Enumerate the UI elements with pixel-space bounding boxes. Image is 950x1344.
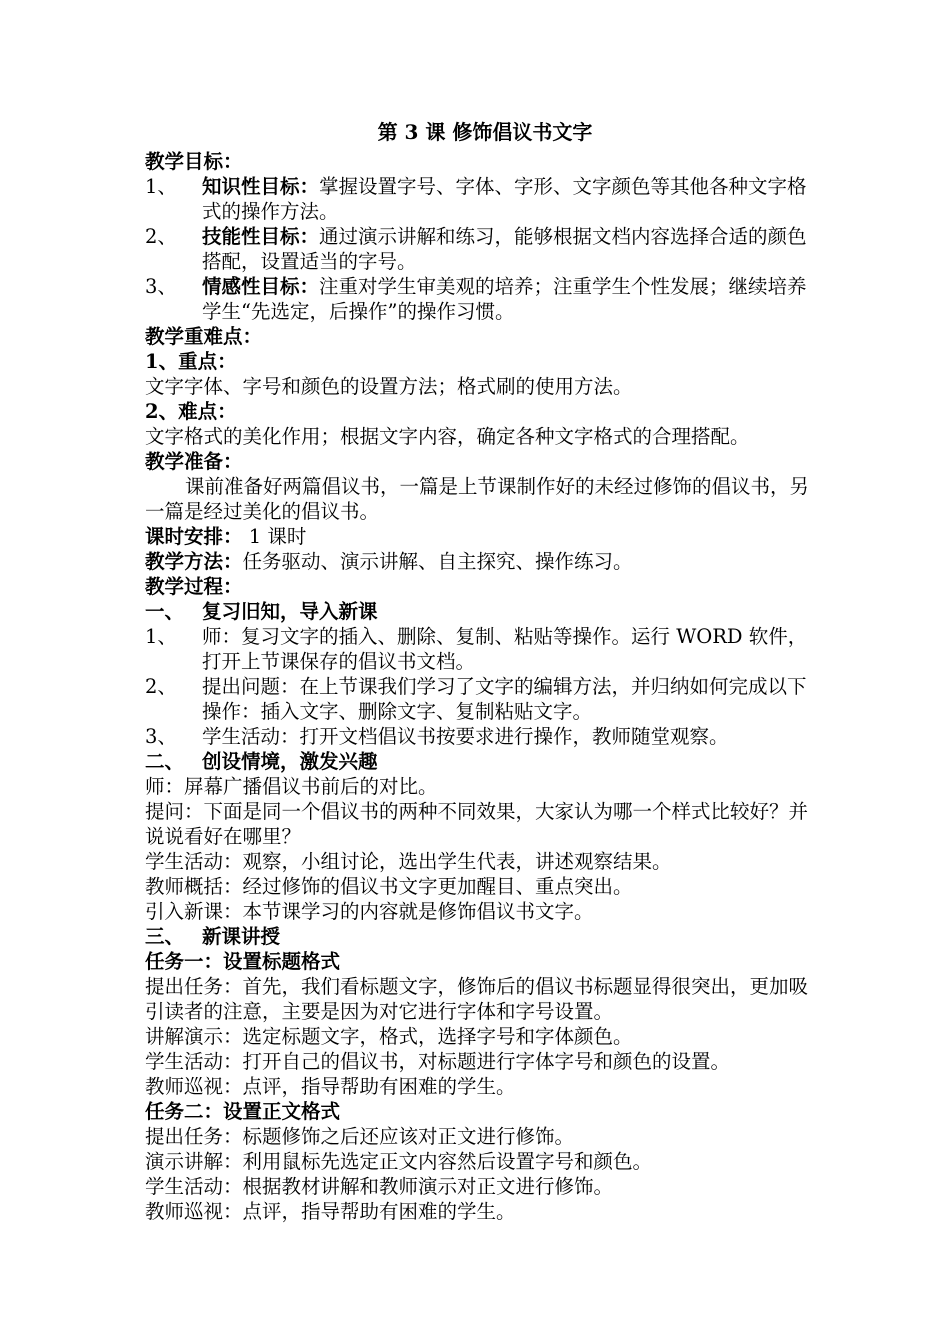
paragraph-line: 教师巡视：点评，指导帮助有困难的学生。 (145, 1200, 516, 1223)
prep-heading: 教学准备： (145, 450, 243, 473)
difficulty-text: 文字格式的美化作用；根据文字内容，确定各种文字格式的合理搭配。 (145, 425, 750, 448)
paragraph-line: 提问：下面是同一个倡议书的两种不同效果，大家认为哪一个样式比较好？并说说看好在哪里？ (145, 800, 809, 848)
task-heading: 任务二：设置正文格式 (145, 1100, 341, 1123)
section-heading: 二、 创设情境，激发兴趣 (145, 750, 378, 773)
document-page (145, 120, 825, 1224)
section-heading: 三、 新课讲授 (145, 925, 281, 948)
keypoints-heading: 教学重难点： (145, 325, 263, 348)
paragraph-line: 演示讲解：利用鼠标先选定正文内容然后设置字号和颜色。 (145, 1150, 653, 1173)
paragraph-line: 师：屏幕广播倡议书前后的对比。 (145, 775, 438, 798)
process-item: 1、 师：复习文字的插入、删除、复制、粘贴等操作。运行 WORD 软件，打开上节课保存的倡议书文档。 (145, 625, 808, 673)
focus-text: 文字字体、字号和颜色的设置方法；格式刷的使用方法。 (145, 375, 633, 398)
paragraph-line: 引入新课：本节课学习的内容就是修饰倡议书文字。 (145, 900, 594, 923)
process-item: 2、 提出问题：在上节课我们学习了文字的编辑方法，并归纳如何完成以下操作：插入文字、删除文字、复制粘贴文字。 (145, 675, 807, 723)
difficulty-label: 2、难点： (145, 400, 237, 423)
goal-item: 1、 知识性目标：掌握设置字号、字体、字形、文字颜色等其他各种文字格式的操作方法。 (145, 175, 807, 223)
process-item: 3、 学生活动：打开文档倡议书按要求进行操作，教师随堂观察。 (145, 725, 729, 748)
paragraph-line: 教师概括：经过修饰的倡议书文字更加醒目、重点突出。 (145, 875, 633, 898)
paragraph-line: 提出任务：标题修饰之后还应该对正文进行修饰。 (145, 1125, 575, 1148)
process-heading: 教学过程： (145, 575, 243, 598)
paragraph-line: 讲解演示：选定标题文字，格式，选择字号和字体颜色。 (145, 1025, 633, 1048)
paragraph-line: 学生活动：根据教材讲解和教师演示对正文进行修饰。 (145, 1175, 614, 1198)
paragraph-line: 教师巡视：点评，指导帮助有困难的学生。 (145, 1075, 516, 1098)
paragraph-line: 学生活动：观察，小组讨论，选出学生代表，讲述观察结果。 (145, 850, 672, 873)
prep-text: 课前准备好两篇倡议书，一篇是上节课制作好的未经过修饰的倡议书，另一篇是经过美化的倡议书。 (145, 475, 810, 523)
method-line: 教学方法：任务驱动、演示讲解、自主探究、操作练习。 (145, 550, 633, 573)
goal-item: 2、 技能性目标：通过演示讲解和练习，能够根据文档内容选择合适的颜色搭配，设置适当的字号。 (145, 225, 807, 273)
schedule-line: 课时安排： 1 课时 (145, 525, 307, 548)
goals-heading: 教学目标： (145, 150, 243, 173)
paragraph-line: 提出任务：首先，我们看标题文字，修饰后的倡议书标题显得很突出，更加吸引读者的注意，主要是因为对它进行字体和字号设置。 (145, 975, 809, 1023)
goal-item: 3、 情感性目标：注重对学生审美观的培养；注重学生个性发展；继续培养学生“先选定，后操作”的操作习惯。 (145, 275, 807, 323)
paragraph-line: 学生活动：打开自己的倡议书，对标题进行字体字号和颜色的设置。 (145, 1050, 731, 1073)
task-heading: 任务一：设置标题格式 (145, 950, 341, 973)
focus-label: 1、重点： (145, 350, 237, 373)
page-title: 第 3 课 修饰倡议书文字 (377, 120, 593, 144)
section-heading: 一、 复习旧知，导入新课 (145, 600, 378, 623)
